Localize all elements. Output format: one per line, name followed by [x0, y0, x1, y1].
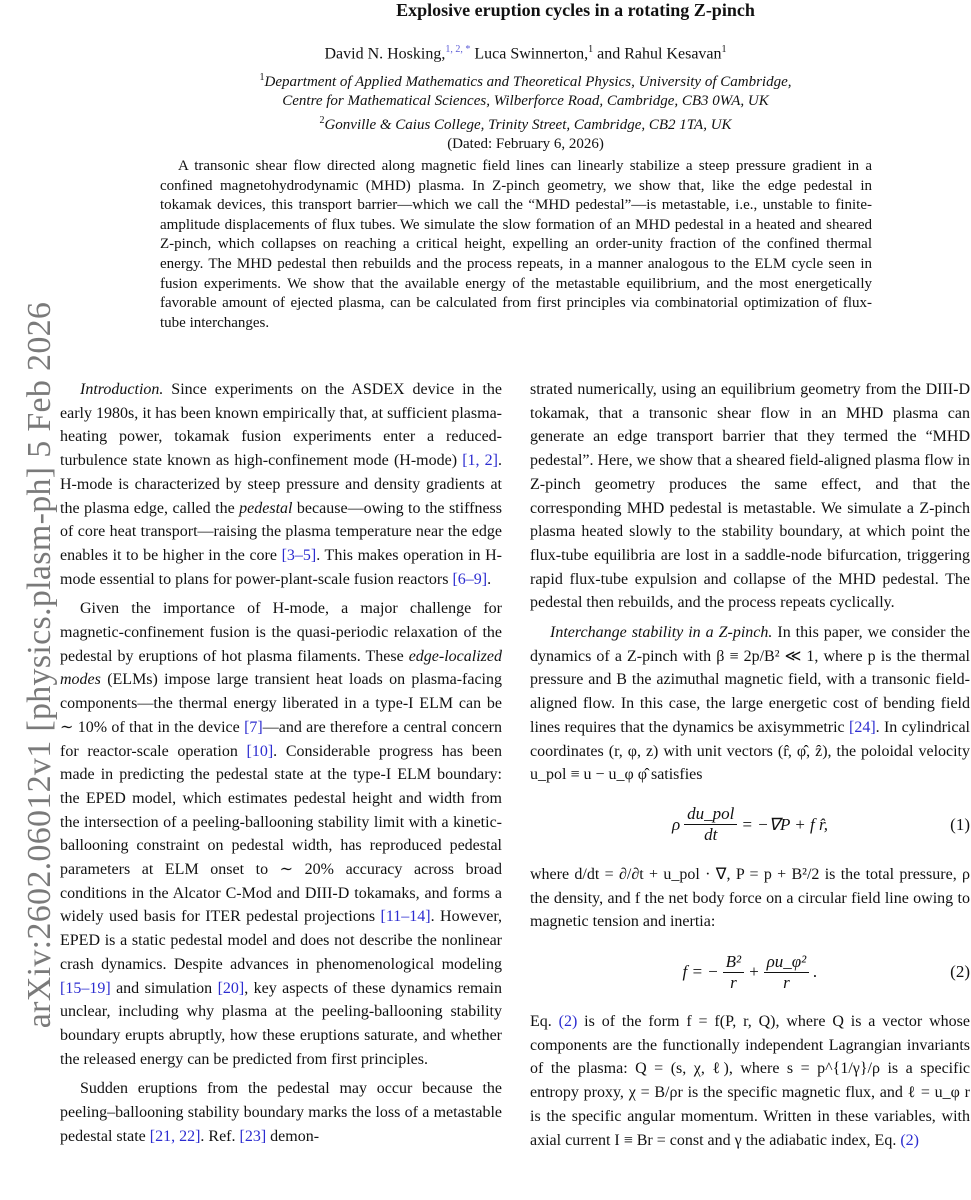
- intro-paragraph-1: Introduction. Since experiments on the ASDEX device in the early 1980s, it has been known empirically that, at sufficient plasma-heating power, tokamak fusion experiments enter a reduced-turbulence state known as high-confinement mode (H-mode) [1, 2]. H-mode is characterized by steep pressure and density gradients at the plasma edge, called the pedestal because—owing to the stiffness of core heat transport—raising the plasma temperature near the edge enables it to be higher in the core [3–5]. This makes operation in H-mode essential to plans for power-plant-scale fusion reactors [6–9].: [60, 381, 503, 588]
- citation-link[interactable]: [3–5]: [281, 546, 317, 564]
- equation-2: f = − $\frac{\text{B²}}{r}$ + $\frac{\text{ρu\_φ²}}{r}$ . (2): [682, 951, 970, 992]
- section-heading-introduction: Introduction.: [80, 381, 164, 398]
- author-1: David N. Hosking,: [324, 45, 446, 63]
- equation-1-number: (1): [950, 815, 970, 835]
- intro-paragraph-3: Sudden eruptions from the pedestal may occur because the peeling–ballooning stability boundary marks the loss of a metastable pedestal state [21, 22]. Ref. [23] demon-: [60, 1080, 502, 1145]
- author-3: and Rahul Kesavan: [597, 45, 722, 63]
- lagrangian-invariants-paragraph: Eq. (2) is of the form f = f(P, r, Q), where Q is a vector whose components are the functionally independent Lagrangian invariants of the plasma: Q = (s, χ, ℓ), where s = p^{1/γ}/ρ is a specific entropy proxy, χ = B/ρr is the specific magnetic flux, and ℓ = u_φ r is the specific angular momentum. Written in these variables, with axial current I ≡ Br = const and γ the adiabatic index, Eq. (2): [530, 1013, 971, 1149]
- affiliations-block: [80, 68, 971, 154]
- citation-link[interactable]: [23]: [239, 1127, 267, 1145]
- arxiv-identifier-stamp[interactable]: arXiv:2602.06012v1 [physics.plasm-ph] 5 Feb 2026: [21, 301, 58, 1029]
- citation-link[interactable]: [1, 2]: [462, 452, 498, 470]
- affiliation-1-line-2: Centre for Mathematical Sciences, Wilberforce Road, Cambridge, CB3 0WA, UK: [282, 93, 769, 109]
- section-heading-interchange-stability: Interchange stability in a Z-pinch.: [550, 624, 773, 642]
- equation-1-explanation: where d/dt = ∂/∂t + u_pol · ∇, P = p + B²/2 is the total pressure, ρ the density, and f the net body force on a circular field line owing to magnetic tension and inertia:: [530, 865, 970, 931]
- equation-2-number: (2): [950, 962, 970, 982]
- left-column: [60, 378, 502, 1155]
- author-list: [80, 44, 971, 63]
- author-1-affiliation-marks[interactable]: 1, 2, *: [445, 44, 471, 55]
- equation-reference-link[interactable]: (2): [558, 1013, 578, 1031]
- citation-link[interactable]: [7]: [244, 718, 263, 736]
- paper-title: Explosive eruption cycles in a rotating Z-pinch: [396, 0, 755, 20]
- citation-link[interactable]: [6–9]: [452, 570, 488, 588]
- citation-link[interactable]: [11–14]: [380, 908, 431, 926]
- right-column: [530, 378, 970, 1158]
- intro-paragraph-3-continued: strated numerically, using an equilibrium geometry from the DIII-D tokamak, that a transonic shear flow in an MHD plasma can generate an edge transport barrier that they termed the “MHD pedestal”. Here, we show that a sheared field-aligned plasma flow in Z-pinch geometry produces the same effect, and that the corresponding MHD pedestal is metastable. We simulate a Z-pinch plasma heated slowly to the stability boundary, at which point the flux-tube equilibria are lost in a saddle-node bifurcation, triggering rapid flux-tube expulsion and collapse of the MHD pedestal. The pedestal then rebuilds, and the process repeats cyclically.: [530, 381, 970, 612]
- equation-reference-link[interactable]: (2): [900, 1131, 919, 1149]
- affiliation-1-line-1: $^1$Department of Applied Mathematics and Theoretical Physics, University of Cambridge,: [259, 72, 792, 90]
- citation-link[interactable]: [10]: [246, 742, 274, 760]
- citation-link[interactable]: [20]: [217, 979, 245, 997]
- author-3-affiliation-marks: 1: [721, 44, 727, 55]
- equation-1: ρ $\frac{\text{du\_pol}}{dt}$ = −∇P + f r̂, (1): [672, 804, 970, 845]
- citation-link[interactable]: [15–19]: [60, 979, 111, 997]
- intro-paragraph-2: Given the importance of H-mode, a major challenge for magnetic-confinement fusion is the quasi-periodic relaxation of the pedestal by eruptions of hot plasma filaments. These edge-localized modes (ELMs) impose large transient heat loads on plasma-facing components—the thermal energy liberated in a type-I ELM can be ∼ 10% of that in the device [7]—and are therefore a central concern for reactor-scale operation [10]. Considerable progress has been made in predicting the pedestal state at the type-I ELM boundary: the EPED model, which estimates pedestal height and width from the intersection of a peeling-ballooning stability limit with a kinetic-ballooning constraint on pedestal width, has reproduced pedestal parameters at ELM onset to ∼ 20% accuracy across broad conditions in the Alcator C-Mod and DIII-D tokamaks, and forms a widely used basis for ITER pedestal projections [11–14]. However, EPED is a static pedestal model and does not describe the nonlinear crash dynamics. Despite advances in phenomenological modeling [15–19] and simulation [20], key aspects of these dynamics remain unclear, including why plasma at the peeling-ballooning stability boundary erupts abruptly, how these eruptions saturate, and whether the released energy can be predicted from first principles.: [60, 600, 503, 1068]
- citation-link[interactable]: [24]: [848, 718, 876, 736]
- interchange-paragraph-1: Interchange stability in a Z-pinch. In this paper, we consider the dynamics of a Z-pinch with β ≡ 2p/B² ≪ 1, where p is the thermal pressure and B the azimuthal magnetic field, with a transonic field-aligned flow. In this case, the large energetic cost of bending field lines requires that the dynamics be axisymmetric [24]. In cylindrical coordinates (r, φ, z) with unit vectors (r̂, φ̂, ẑ), the poloidal velocity u_pol ≡ u − u_φ φ̂ satisfies: [530, 624, 971, 784]
- citation-link[interactable]: [21, 22]: [149, 1127, 201, 1145]
- dated-line: (Dated: February 6, 2026): [447, 136, 604, 152]
- affiliation-2: $^2$Gonville & Caius College, Trinity Street, Cambridge, CB2 1TA, UK: [319, 115, 732, 133]
- author-2: Luca Swinnerton,: [474, 45, 589, 63]
- abstract: A transonic shear flow directed along magnetic field lines can linearly stabilize a steep pressure gradient in a confined magnetohydrodynamic (MHD) plasma. In Z-pinch geometry, we show that, like the edge pedestal in tokamak devices, this transport barrier—which we call the “MHD pedestal”—is metastable, i.e., unstable to finite-amplitude displacements of flux tubes. We simulate the slow formation of an MHD pedestal in a heated and sheared Z-pinch, which collapses on reaching a critical height, expelling an order-unity fraction of the confined thermal energy. The MHD pedestal then rebuilds and the process repeats, in a manner analogous to the ELM cycle seen in fusion experiments. We show that the available energy of the metastable equilibrium, and the most energetically favorable amount of ejected plasma, can be calculated from first principles via combinatorial optimization of flux-tube interchanges.: [160, 158, 872, 331]
- author-2-affiliation-marks: 1: [588, 44, 594, 55]
